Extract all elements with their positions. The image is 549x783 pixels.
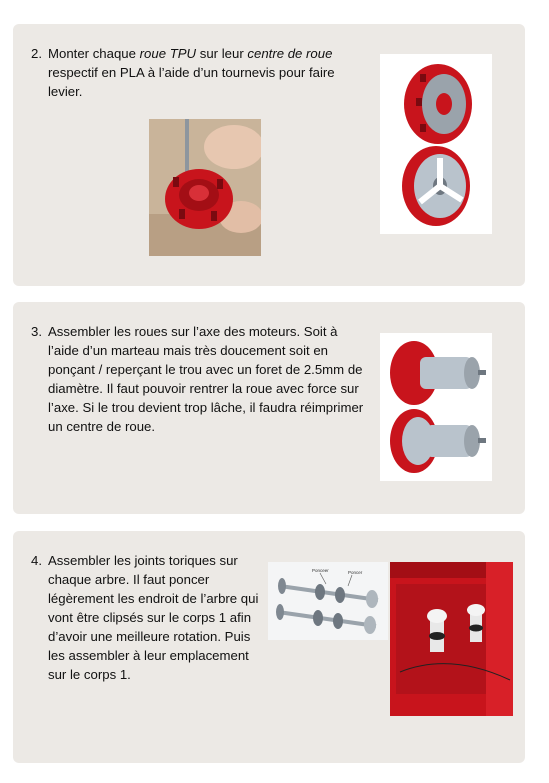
step-2-card <box>13 24 525 286</box>
photo-screwdriver-wheel <box>149 119 261 256</box>
step-3-text <box>31 322 367 436</box>
render-wheels-on-motors <box>380 333 492 481</box>
render-two-wheels <box>380 54 492 234</box>
step-number: 3. <box>31 324 42 339</box>
step-2-text <box>31 44 341 101</box>
step-4-card <box>13 531 525 763</box>
step-number: 4. <box>31 553 42 568</box>
step-number: 2. <box>31 46 42 61</box>
step-description: Assembler les roues sur l’axe des moteurs. Soit à l’aide d’un marteau mais très doucement soit en ponçant / reperçant le trou avec un foret de 2.5mm de diamètre. Il faut pouvoir rentrer la roue avec force sur l’axe. Si le trou devient trop lâche, il faudra réimprimer un centre de roue. <box>48 324 364 434</box>
step-description: Assembler les joints toriques sur chaque arbre. Il faut poncer légèrement les endroit de l’arbre qui vont être clipsés sur le corps 1 afin d’avoir une meilleure rotation. Puis les assembler à leur emplacement sur le corps 1. <box>48 553 259 682</box>
step-description: Monter chaque roue TPU sur leur centre de roue respectif en PLA à l’aide d’un tournevis pour faire levier. <box>48 46 335 99</box>
photo-body-assembly <box>390 562 513 716</box>
label-ponceer: Ponceer <box>312 568 329 573</box>
render-shafts <box>268 562 388 640</box>
label-poncer: Poncer <box>348 570 363 575</box>
step-3-card <box>13 302 525 514</box>
step-4-text <box>31 551 261 684</box>
